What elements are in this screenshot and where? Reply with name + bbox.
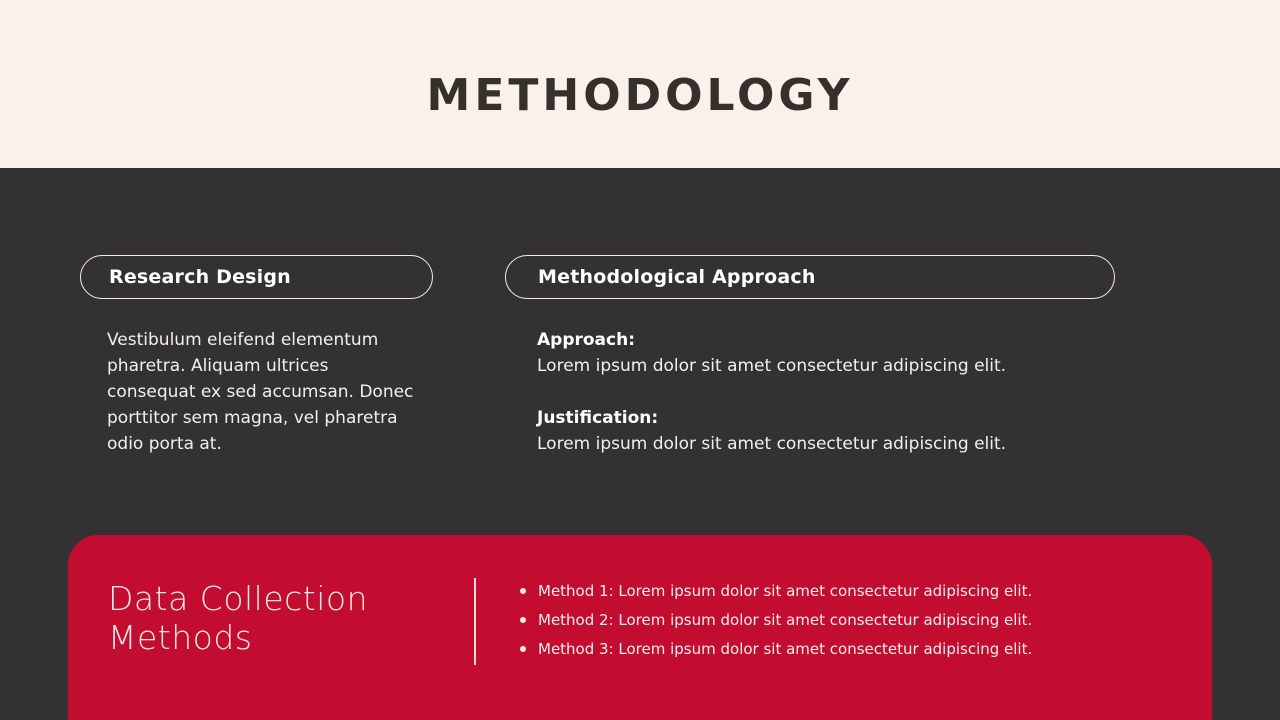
method-item-1 xyxy=(520,576,1032,605)
justification-text: Lorem ipsum dolor sit amet consectetur adipiscing elit. xyxy=(537,434,1007,454)
justification-label: Justification: xyxy=(537,408,659,428)
methodological-approach-header-label: Methodological Approach xyxy=(538,266,816,288)
vertical-divider xyxy=(474,578,476,665)
method-3-text: Method 3: Lorem ipsum dolor sit amet consectetur adipiscing elit. xyxy=(538,639,1033,658)
methodological-approach-body xyxy=(537,327,1082,483)
method-2-text: Method 2: Lorem ipsum dolor sit amet consectetur adipiscing elit. xyxy=(538,610,1033,629)
title-band xyxy=(0,0,1280,168)
research-design-header-label: Research Design xyxy=(109,266,291,288)
justification-section xyxy=(537,405,1082,457)
research-design-header-pill xyxy=(80,255,433,299)
research-design-body-text: Vestibulum eleifend elementum pharetra. Aliquam ultrices consequat ex sed accumsan. Donec porttitor sem magna, vel pharetra odio porta at. xyxy=(107,330,414,454)
bullet-dot xyxy=(520,646,526,652)
bullet-dot xyxy=(520,588,526,594)
method-item-3 xyxy=(520,634,1032,663)
page-title: METHODOLOGY xyxy=(426,69,854,121)
data-collection-title: Data Collection Methods xyxy=(108,579,369,657)
approach-label: Approach: xyxy=(537,330,636,350)
approach-text: Lorem ipsum dolor sit amet consectetur adipiscing elit. xyxy=(537,356,1007,376)
methodological-approach-header-pill xyxy=(505,255,1115,299)
methods-list xyxy=(520,576,1032,663)
data-collection-panel xyxy=(68,535,1212,720)
bullet-dot xyxy=(520,617,526,623)
method-1-text: Method 1: Lorem ipsum dolor sit amet consectetur adipiscing elit. xyxy=(538,581,1033,600)
approach-section xyxy=(537,327,1082,379)
method-item-2 xyxy=(520,605,1032,634)
